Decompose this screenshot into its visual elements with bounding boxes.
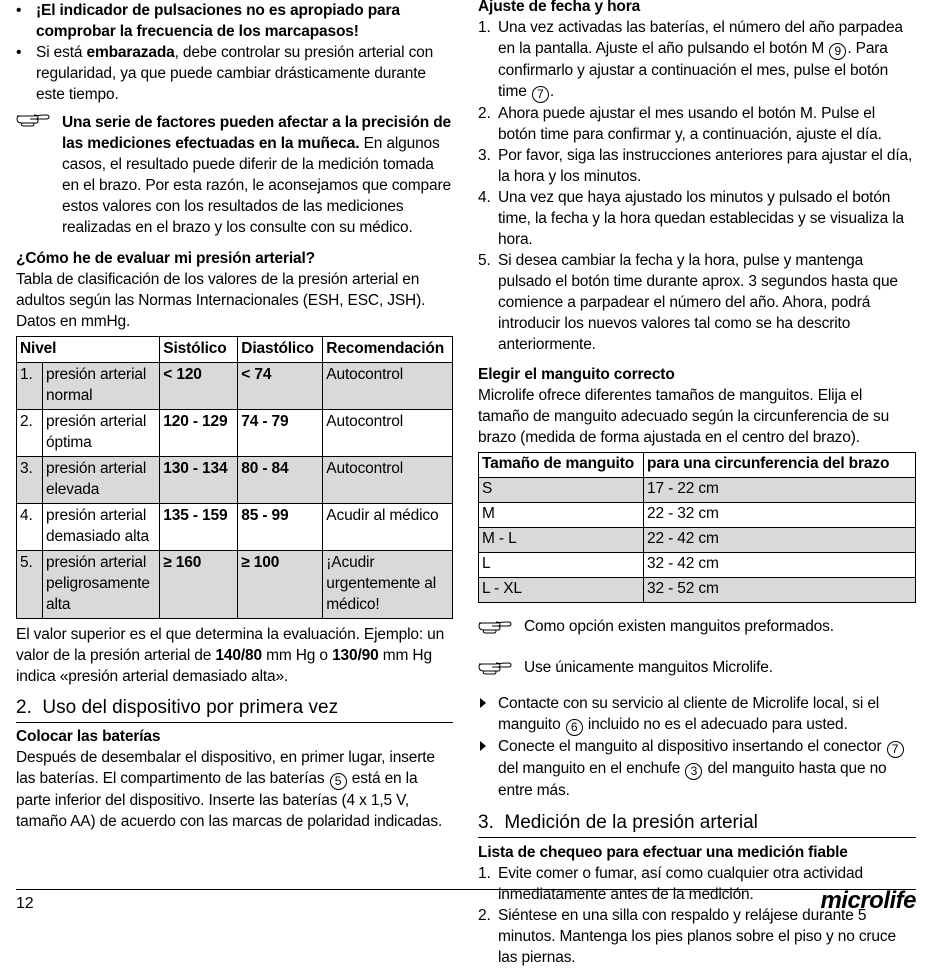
row-number: 5.: [17, 551, 43, 619]
text-run: Después de desembalar el dispositivo, en primer lugar, inserte las baterías. El compartimento de las baterías: [16, 749, 435, 787]
level-cell: presión arterial peligrosamente alta: [43, 551, 160, 619]
text-run: mm Hg indica «presión arterial demasiado alta».: [16, 647, 432, 685]
row-number: 2.: [17, 410, 43, 457]
cuff-size-cell: L - XL: [479, 578, 644, 603]
batteries-text: [16, 747, 453, 832]
recommendation-cell: Autocontrol: [323, 363, 453, 410]
list-item: [478, 693, 916, 736]
cuff-heading: Elegir el manguito correcto: [478, 366, 675, 383]
recommendation-cell: Autocontrol: [323, 410, 453, 457]
table-row: [479, 578, 916, 603]
diastolic-cell: < 74: [238, 363, 323, 410]
text-run: Una vez activadas las baterías, el número del año parpadea en la pantalla. Ajuste el año pulsando el botón M: [498, 19, 903, 57]
level-cell: presión arterial óptima: [43, 410, 160, 457]
circumference-cell: 17 - 22 cm: [644, 478, 916, 503]
wrist-accuracy-note: [16, 112, 453, 238]
pointing-hand-icon: [478, 659, 512, 675]
step-number: 3.: [478, 147, 491, 164]
diastolic-cell: 80 - 84: [238, 457, 323, 504]
list-item: [478, 145, 916, 187]
table-header-row: [17, 337, 453, 363]
bullet-pacemaker: [16, 0, 453, 42]
preformed-cuff-note: [478, 616, 916, 637]
recommendation-cell: ¡Acudir urgentemente al médico!: [323, 551, 453, 619]
systolic-cell: < 120: [160, 363, 238, 410]
bold-text: embarazada: [86, 44, 175, 61]
microlife-only-note: [478, 657, 916, 678]
list-item: [478, 905, 916, 968]
measurement-checklist: [478, 863, 916, 968]
level-cell: presión arterial elevada: [43, 457, 160, 504]
text-run: del manguito hasta que no entre más.: [498, 760, 887, 799]
diastolic-cell: 85 - 99: [238, 504, 323, 551]
systolic-cell: ≥ 160: [160, 551, 238, 619]
text-run: está en la parte inferior del dispositivo. Inserte las baterías (4 x 1,5 V, tamaño AA) de acuerdo con las marcas de polaridad indicadas.: [16, 770, 443, 830]
text-run: Si desea cambiar la fecha y la hora, pulse y mantenga pulsado el botón time durante aprox. 3 segundos hasta que comience a parpadear el número del año. Ahora, podrá introducir los nuevos valores tal como se ha descrito anteriormente.: [498, 252, 898, 353]
list-item: [478, 736, 916, 801]
cuff-size-cell: M: [479, 503, 644, 528]
header-cuff-size: Tamaño de manguito: [479, 453, 644, 478]
table-row: [479, 503, 916, 528]
cuff-size-table: [478, 452, 916, 603]
header-recommendation: Recomendación: [323, 337, 453, 363]
date-time-heading: Ajuste de fecha y hora: [478, 0, 641, 15]
recommendation-cell: Acudir al médico: [323, 504, 453, 551]
step-number: 2.: [478, 105, 491, 122]
circumference-cell: 22 - 32 cm: [644, 503, 916, 528]
warning-bullets: [16, 0, 453, 105]
step-number: 4.: [478, 189, 491, 206]
text-run: Contacte con su servicio al cliente de Microlife local, si el manguito: [498, 695, 880, 733]
eval-example-text: [16, 624, 453, 687]
text-run: El valor superior es el que determina la evaluación. Ejemplo: un valor de la presión arterial de: [16, 626, 445, 664]
callout-number-icon: 5: [330, 773, 347, 790]
text-run: Por favor, siga las instrucciones anteriores para ajustar el día, la hora y los minutos.: [498, 147, 913, 185]
row-number: 4.: [17, 504, 43, 551]
bold-text: ¡El indicador de pulsaciones no es apropiado para comprobar la frecuencia de los marcapasos!: [36, 2, 400, 40]
text-run: Ahora puede ajustar el mes usando el botón M. Pulse el botón time para confirmar y, a continuación, ajuste el día.: [498, 105, 882, 143]
circumference-cell: 22 - 42 cm: [644, 528, 916, 553]
systolic-cell: 130 - 134: [160, 457, 238, 504]
cuff-size-cell: L: [479, 553, 644, 578]
checklist-text: Evite comer o fumar, así como cualquier otra actividad inmediatamente antes de la medición.: [498, 865, 863, 903]
table-row: [17, 551, 453, 619]
cuff-size-cell: S: [479, 478, 644, 503]
callout-number-icon: 9: [829, 43, 846, 60]
header-diastolic: Diastólico: [238, 337, 323, 363]
table-row: [479, 528, 916, 553]
table-row: [17, 410, 453, 457]
eval-heading: ¿Cómo he de evaluar mi presión arterial?: [16, 250, 315, 267]
table-row: [17, 504, 453, 551]
eval-text: Tabla de clasificación de los valores de la presión arterial en adultos según las Normas Internacionales (ESH, ESC, JSH). Datos en mmHg.: [16, 271, 426, 330]
section-2-title: 2. Uso del dispositivo por primera vez: [16, 696, 453, 723]
list-item: [478, 17, 916, 103]
text-run: mm Hg o: [261, 647, 333, 664]
page-number: 12: [16, 895, 34, 912]
bp-classification-table: [16, 336, 453, 619]
arrow-bullet-icon: [480, 741, 486, 751]
text-run: incluido no es el adecuado para usted.: [583, 716, 848, 733]
list-item: [478, 103, 916, 145]
text-run: .: [549, 83, 555, 100]
cuff-size-cell: M - L: [479, 528, 644, 553]
table-header-row: [479, 453, 916, 478]
callout-number-icon: 6: [566, 719, 583, 736]
text-run: . Para confirmarlo y ajustar a continuación el mes, pulse el botón time: [498, 40, 889, 100]
checklist-text: Siéntese en una silla con respaldo y relájese durante 5 minutos. Mantenga los pies planos sobre el piso y no cruce las piernas.: [498, 907, 896, 966]
batteries-heading: Colocar las baterías: [16, 728, 161, 745]
list-item: [478, 187, 916, 250]
checklist-heading: Lista de chequeo para efectuar una medición fiable: [478, 844, 848, 861]
row-number: 1.: [17, 363, 43, 410]
level-cell: presión arterial normal: [43, 363, 160, 410]
header-systolic: Sistólico: [160, 337, 238, 363]
note-bold-text: Una serie de factores pueden afectar a la precisión de las mediciones efectuadas en la muñeca.: [62, 114, 452, 152]
microlife-logo: microlife: [820, 887, 916, 914]
row-number: 3.: [17, 457, 43, 504]
cuff-instructions: [478, 693, 916, 801]
table-row: [17, 457, 453, 504]
systolic-cell: 135 - 159: [160, 504, 238, 551]
circumference-cell: 32 - 42 cm: [644, 553, 916, 578]
text-run: Si está: [36, 44, 87, 61]
right-column: [478, 0, 916, 968]
table-row: [479, 478, 916, 503]
diastolic-cell: 74 - 79: [238, 410, 323, 457]
text-run: del manguito en el enchufe: [498, 760, 685, 777]
bold-text: 130/90: [332, 647, 379, 664]
step-number: 5.: [478, 252, 491, 269]
table-row: [17, 363, 453, 410]
step-number: 2.: [478, 907, 491, 924]
section-3-title: 3. Medición de la presión arterial: [478, 811, 916, 838]
step-number: 1.: [478, 19, 491, 36]
recommendation-cell: Autocontrol: [323, 457, 453, 504]
diastolic-cell: ≥ 100: [238, 551, 323, 619]
callout-number-icon: 7: [532, 86, 549, 103]
left-column: [16, 0, 453, 832]
header-level: Nivel: [17, 337, 160, 363]
step-number: 1.: [478, 865, 491, 882]
systolic-cell: 120 - 129: [160, 410, 238, 457]
note-text: En algunos casos, el resultado puede diferir de la medición tomada en el brazo. Por esta razón, le aconsejamos que compare estos valores con los resultados de las mediciones realizadas en el brazo y los consulte con su médico.: [62, 135, 451, 236]
arrow-bullet-icon: [480, 698, 486, 708]
cuff-text: Microlife ofrece diferentes tamaños de manguitos. Elija el tamaño de manguito adecuado según la circunferencia de su brazo (medida de forma ajustada en el centro del brazo).: [478, 387, 890, 446]
bold-text: 140/80: [215, 647, 262, 664]
table-row: [479, 553, 916, 578]
pointing-hand-icon: [478, 618, 512, 634]
circumference-cell: 32 - 52 cm: [644, 578, 916, 603]
preformed-cuff-text: Como opción existen manguitos preformados.: [524, 618, 834, 635]
list-item: [478, 250, 916, 355]
callout-number-icon: 3: [685, 763, 702, 780]
bullet-pregnancy: [16, 42, 453, 105]
header-arm-circumference: para una circunferencia del brazo: [644, 453, 916, 478]
text-run: Conecte el manguito al dispositivo insertando el conector: [498, 738, 886, 755]
callout-number-icon: 7: [887, 741, 904, 758]
microlife-only-text: Use únicamente manguitos Microlife.: [524, 659, 773, 676]
pointing-hand-icon: [16, 111, 50, 127]
date-time-steps: [478, 17, 916, 355]
text-run: , debe controlar su presión arterial con regularidad, ya que puede cambiar drásticamente durante este tiempo.: [36, 44, 434, 103]
level-cell: presión arterial demasiado alta: [43, 504, 160, 551]
footer-rule: [16, 889, 916, 890]
text-run: Una vez que haya ajustado los minutos y pulsado el botón time, la fecha y la hora quedan establecidas y se visualiza la hora.: [498, 189, 904, 248]
